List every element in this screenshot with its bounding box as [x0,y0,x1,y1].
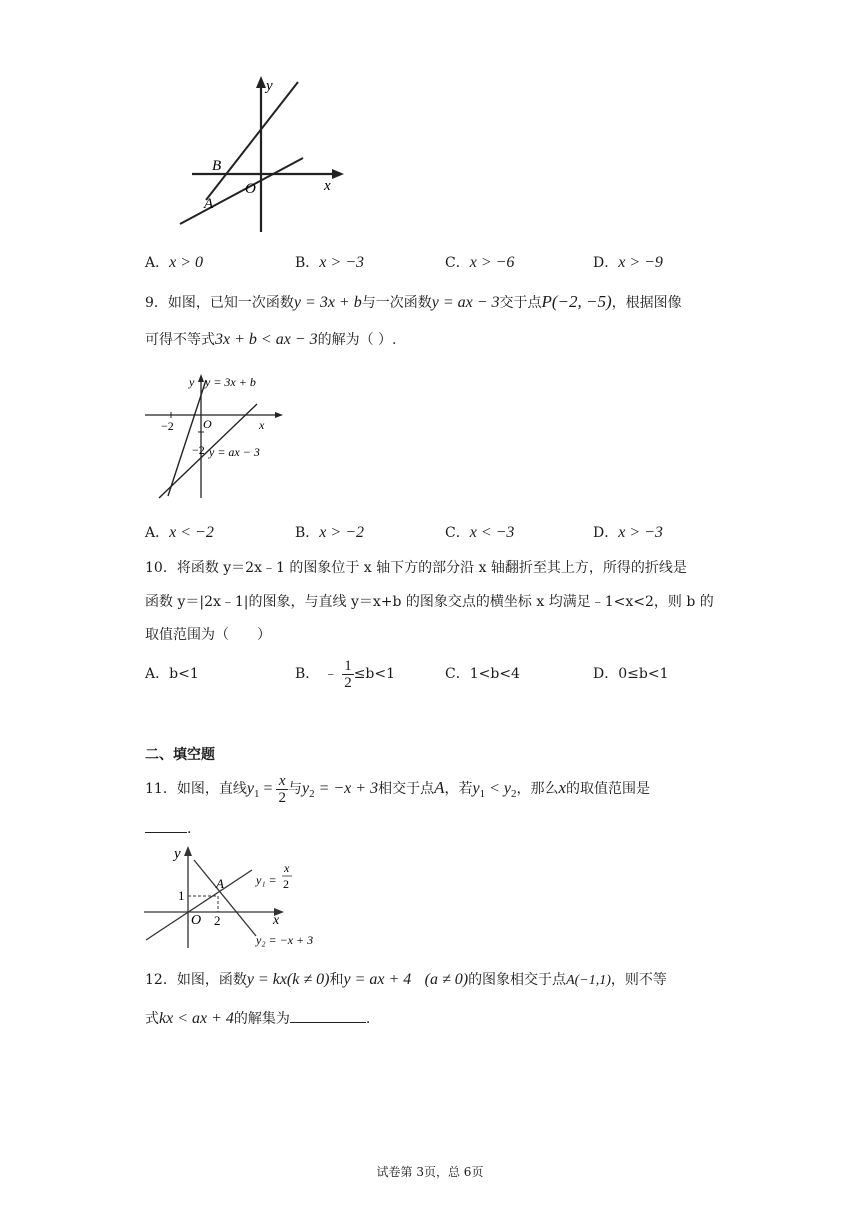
fraction-x-over-2: $\frac{x}{2}$ [278,772,286,806]
label-x: x [273,913,280,928]
q10-line3: 取值范围为（ ） [145,627,271,643]
q9-graph [145,372,285,502]
q10-line2: 函数 y＝|2x﹣1|的图象，与直线 y＝x+b 的图象交点的横坐标 x 均满足﹣1<x<2，则 b 的 [145,594,714,610]
label-y1-num: x [284,861,290,875]
label-line2: y = ax − 3 [209,445,260,459]
label-y: y [189,375,195,389]
x-axis-arrow [275,412,283,418]
label-B: B [212,158,222,174]
q10-option-b: B． ﹣ $\frac{1}{2}$ ≤b<1 [295,657,396,691]
label-line1: y = 3x + b [205,375,256,389]
shallow-line [180,158,303,224]
q9-option-d: D．x > −3 [593,524,663,541]
q12-line1: 12．如图，函数y = kx(k ≠ 0)和y = ax + 4 (a ≠ 0)的图象相交于点A(−1,1)，则不等 [145,971,667,988]
line-y1 [146,870,252,940]
q8-option-c: C．x > −6 [445,254,515,271]
x-axis-arrow [332,169,344,179]
q9-line1: 9．如图，已知一次函数y = 3x + b与一次函数y = ax − 3交于点P(−2, −5)，根据图像 [145,292,682,311]
fraction-half: $\frac{1}{2}$ [344,657,352,691]
q8-option-b: B．x > −3 [295,254,364,271]
q11-line2: . [145,818,191,839]
label-one: 1 [178,888,185,903]
label-y-neg2: −2 [192,443,205,457]
label-O: O [245,181,256,197]
q10-line1: 10．将函数 y＝2x﹣1 的图象位于 x 轴下方的部分沿 x 轴翻折至其上方，所得的折线是 [145,560,687,576]
q8-graph [170,72,350,237]
y-axis-arrow [198,374,204,382]
label-y1: y₁ = [256,873,277,887]
label-two: 2 [214,913,221,928]
q8-option-d: D．x > −9 [593,254,663,271]
q11-line1: 11．如图，直线$y_1$ = $\frac{x}{2}$ 与$y_2 = -x + 3$相交于点A，若$y_1 < y_2$，那么x的取值范围是 [145,772,651,806]
q9-option-c: C．x < −3 [445,524,515,541]
q10-option-c: C．1<b<4 [445,666,520,682]
q10-option-a: A．b<1 [145,666,199,682]
answer-blank-12[interactable] [290,1008,366,1023]
label-A: A [216,876,224,891]
page-footer: 试卷第 3页，总 6页 [376,1165,484,1179]
label-x-neg2: −2 [161,419,174,433]
label-y2: y₂ = −x + 3 [256,933,314,947]
q9-option-a: A．x < −2 [145,524,214,541]
q12-line2: 式kx < ax + 4的解集为 . [145,1010,371,1027]
answer-blank-11[interactable] [145,818,187,833]
section-title: 二、填空题 [145,747,215,763]
label-x: x [324,178,331,194]
q11-graph [140,840,340,952]
label-y: y [266,78,273,94]
q9-line2: 可得不等式3x + b < ax − 3的解为（ ）. [145,331,397,348]
label-y1-den: 2 [283,877,289,891]
label-O: O [203,417,212,431]
label-y: y [174,846,181,862]
y-axis-arrow [184,846,192,856]
label-O: O [191,913,202,928]
line-3x-plus-b [168,380,206,496]
q9-option-b: B．x > −2 [295,524,364,541]
q10-option-d: D．0≤b<1 [593,666,669,682]
q8-option-a: A．x > 0 [145,254,204,271]
line-y2 [194,860,256,936]
y-axis-arrow [256,76,266,88]
label-x: x [259,418,265,432]
label-A: A [204,196,214,212]
